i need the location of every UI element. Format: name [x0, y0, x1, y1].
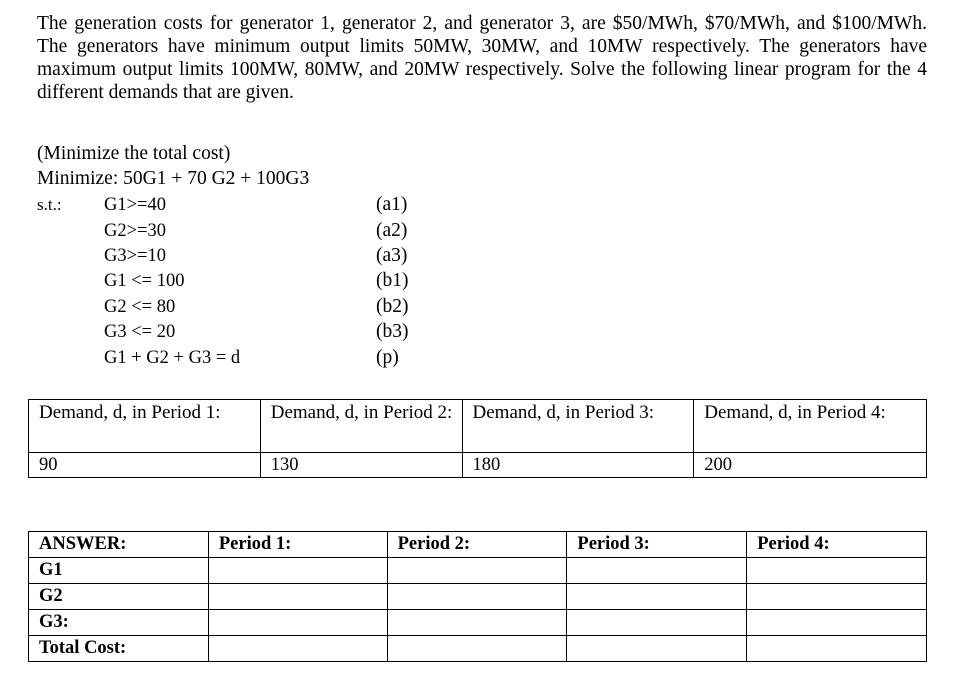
constraint-tag: (b3) — [376, 321, 409, 342]
answer-cell[interactable] — [208, 610, 387, 636]
constraint-tag: (b2) — [376, 296, 409, 317]
answer-cell[interactable] — [567, 636, 747, 662]
answer-table — [28, 531, 927, 662]
lp-comment: (Minimize the total cost) — [37, 143, 231, 164]
constraint-tag: (a1) — [376, 194, 408, 215]
answer-cell[interactable] — [567, 610, 747, 636]
answer-cell[interactable] — [747, 558, 927, 584]
demand-header-row — [29, 400, 927, 453]
demand-value-cell: 90 — [29, 453, 261, 478]
constraint-expr: G1>=40 — [104, 195, 166, 215]
constraint-expr: G2 <= 80 — [104, 297, 176, 317]
answer-header-cell: ANSWER: — [29, 532, 209, 558]
constraint-row — [0, 294, 957, 320]
answer-cell[interactable] — [208, 636, 387, 662]
answer-header-cell: Period 1: — [208, 532, 387, 558]
constraint-expr: G2>=30 — [104, 221, 166, 241]
constraint-row — [0, 243, 957, 269]
answer-row-label: G2 — [29, 584, 209, 610]
answer-cell[interactable] — [567, 558, 747, 584]
constraint-expr: G1 + G2 + G3 = d — [104, 348, 241, 368]
constraint-row — [0, 268, 957, 294]
demand-value-cell: 180 — [462, 453, 694, 478]
answer-row-label: G3: — [29, 610, 209, 636]
answer-cell[interactable] — [208, 558, 387, 584]
constraint-expr: G3>=10 — [104, 246, 166, 266]
answer-cell[interactable] — [387, 584, 567, 610]
lp-objective: Minimize: 50G1 + 70 G2 + 100G3 — [37, 168, 310, 189]
answer-cell[interactable] — [747, 636, 927, 662]
answer-cell[interactable] — [567, 584, 747, 610]
answer-cell[interactable] — [387, 610, 567, 636]
answer-cell[interactable] — [747, 610, 927, 636]
constraint-tag: (p) — [376, 347, 399, 368]
demand-value-cell: 200 — [694, 453, 927, 478]
answer-cell[interactable] — [387, 558, 567, 584]
answer-header-row — [29, 532, 927, 558]
constraint-expr: G1 <= 100 — [104, 271, 185, 291]
constraint-expr: G3 <= 20 — [104, 322, 176, 342]
answer-row-label: Total Cost: — [29, 636, 209, 662]
constraint-row — [0, 345, 957, 371]
constraint-tag: (a3) — [376, 245, 408, 266]
constraint-row — [0, 218, 957, 244]
demand-value-cell: 130 — [260, 453, 462, 478]
answer-row-g2 — [29, 584, 927, 610]
answer-cell[interactable] — [387, 636, 567, 662]
answer-header-cell: Period 2: — [387, 532, 567, 558]
answer-cell[interactable] — [747, 584, 927, 610]
problem-statement: The generation costs for generator 1, generator 2, and generator 3, are $50/MWh, $70/MWh, and $100/MWh. The generators have minimum output limits 50MW, 30MW, and 10MW respectively. The generators have maximum output limits 100MW, 80MW, and 20MW respectively. Solve the following linear program for the 4 different demands that are given. — [37, 13, 927, 103]
answer-row-g1 — [29, 558, 927, 584]
st-label: s.t.: — [37, 195, 62, 214]
demand-header-cell: Demand, d, in Period 2: — [260, 400, 462, 453]
answer-header-cell: Period 3: — [567, 532, 747, 558]
answer-cell[interactable] — [208, 584, 387, 610]
answer-row-total-cost — [29, 636, 927, 662]
constraint-row — [0, 319, 957, 345]
demand-header-cell: Demand, d, in Period 4: — [694, 400, 927, 453]
constraint-tag: (a2) — [376, 220, 408, 241]
demand-header-cell: Demand, d, in Period 3: — [462, 400, 694, 453]
answer-row-label: G1 — [29, 558, 209, 584]
answer-row-g3 — [29, 610, 927, 636]
demand-table — [28, 399, 927, 478]
demand-value-row — [29, 453, 927, 478]
constraint-row — [0, 192, 957, 218]
answer-header-cell: Period 4: — [747, 532, 927, 558]
constraint-tag: (b1) — [376, 270, 409, 291]
demand-header-cell: Demand, d, in Period 1: — [29, 400, 261, 453]
